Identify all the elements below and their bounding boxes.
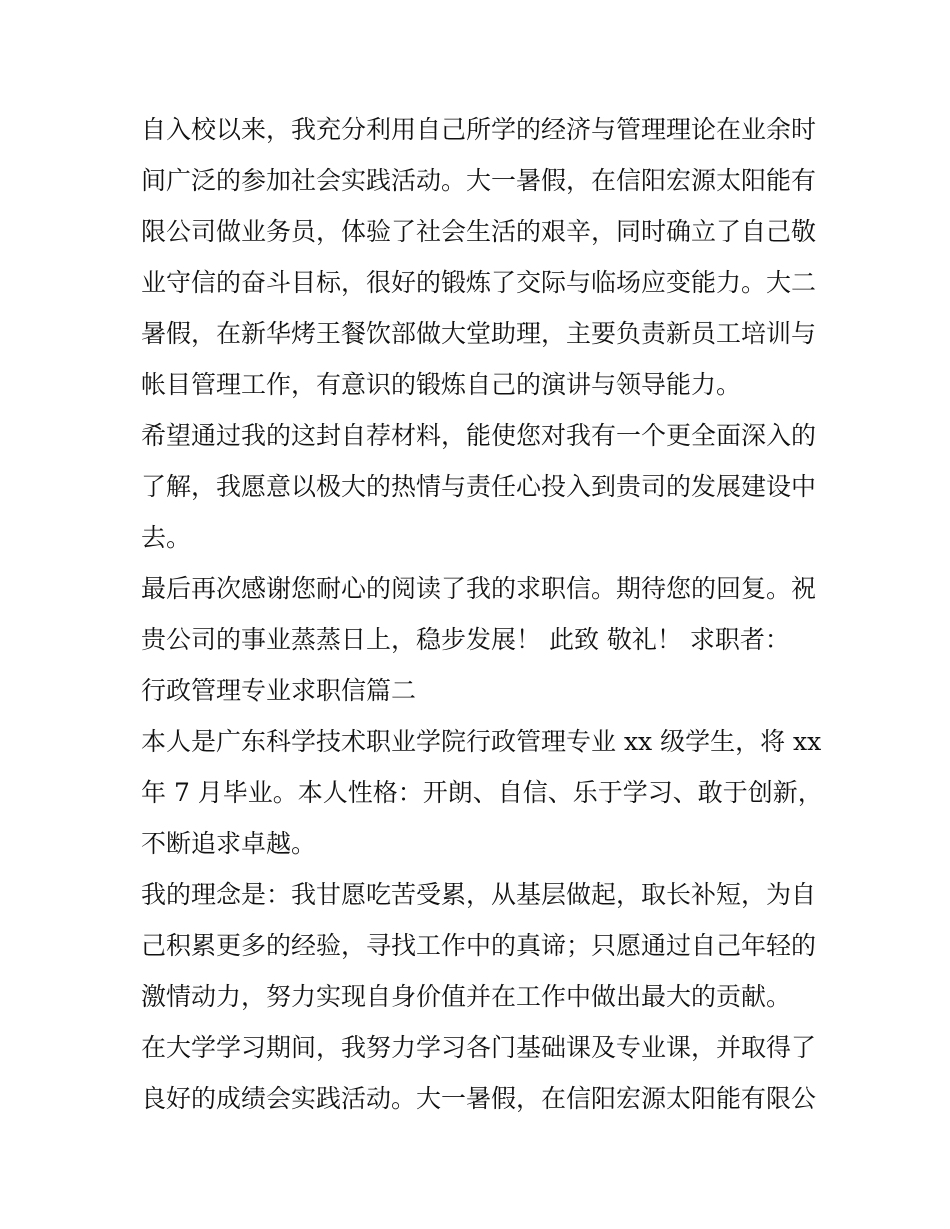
text-line: 去。 (141, 523, 192, 552)
text-line: 限公司做业务员，体验了社会生活的艰辛，同时确立了自己敬 (141, 217, 817, 246)
text-line: 帐目管理工作，有意识的锻炼自己的演讲与领导能力。 (141, 370, 742, 399)
text-line: 希望通过我的这封自荐材料，能使您对我有一个更全面深入的 (141, 421, 817, 450)
document-body (141, 104, 821, 1124)
text-line: 己积累更多的经验，寻找工作中的真谛；只愿通过自己年轻的 (141, 931, 817, 960)
text-line: 了解，我愿意以极大的热情与责任心投入到贵司的发展建设中 (141, 472, 817, 501)
text-line: 年 7 月毕业。本人性格：开朗、自信、乐于学习、敢于创新， (141, 778, 823, 807)
text-line: 暑假，在新华烤王餐饮部做大堂助理，主要负责新员工培训与 (141, 319, 817, 348)
text-line: 在大学学习期间，我努力学习各门基础课及专业课，并取得了 (141, 1033, 817, 1062)
text-line: 我的理念是：我甘愿吃苦受累，从基层做起，取长补短，为自 (141, 880, 817, 909)
text-line: 良好的成绩会实践活动。大一暑假，在信阳宏源太阳能有限公 (141, 1084, 817, 1113)
text-line: 不断追求卓越。 (141, 829, 317, 858)
text-line: 最后再次感谢您耐心的阅读了我的求职信。期待您的回复。祝 (141, 574, 817, 603)
section-heading: 行政管理专业求职信篇二 (141, 676, 417, 705)
text-line: 贵公司的事业蒸蒸日上，稳步发展！ 此致 敬礼！ 求职者： (141, 625, 790, 654)
text-line: 激情动力，努力实现自身价值并在工作中做出最大的贡献。 (141, 982, 792, 1011)
text-line: 自入校以来，我充分利用自己所学的经济与管理理论在业余时 (141, 115, 817, 144)
text-line: 间广泛的参加社会实践活动。大一暑假，在信阳宏源太阳能有 (141, 166, 817, 195)
text-line: 业守信的奋斗目标，很好的锻炼了交际与临场应变能力。大二 (141, 268, 817, 297)
text-line: 本人是广东科学技术职业学院行政管理专业 xx 级学生，将 xx (141, 727, 822, 756)
